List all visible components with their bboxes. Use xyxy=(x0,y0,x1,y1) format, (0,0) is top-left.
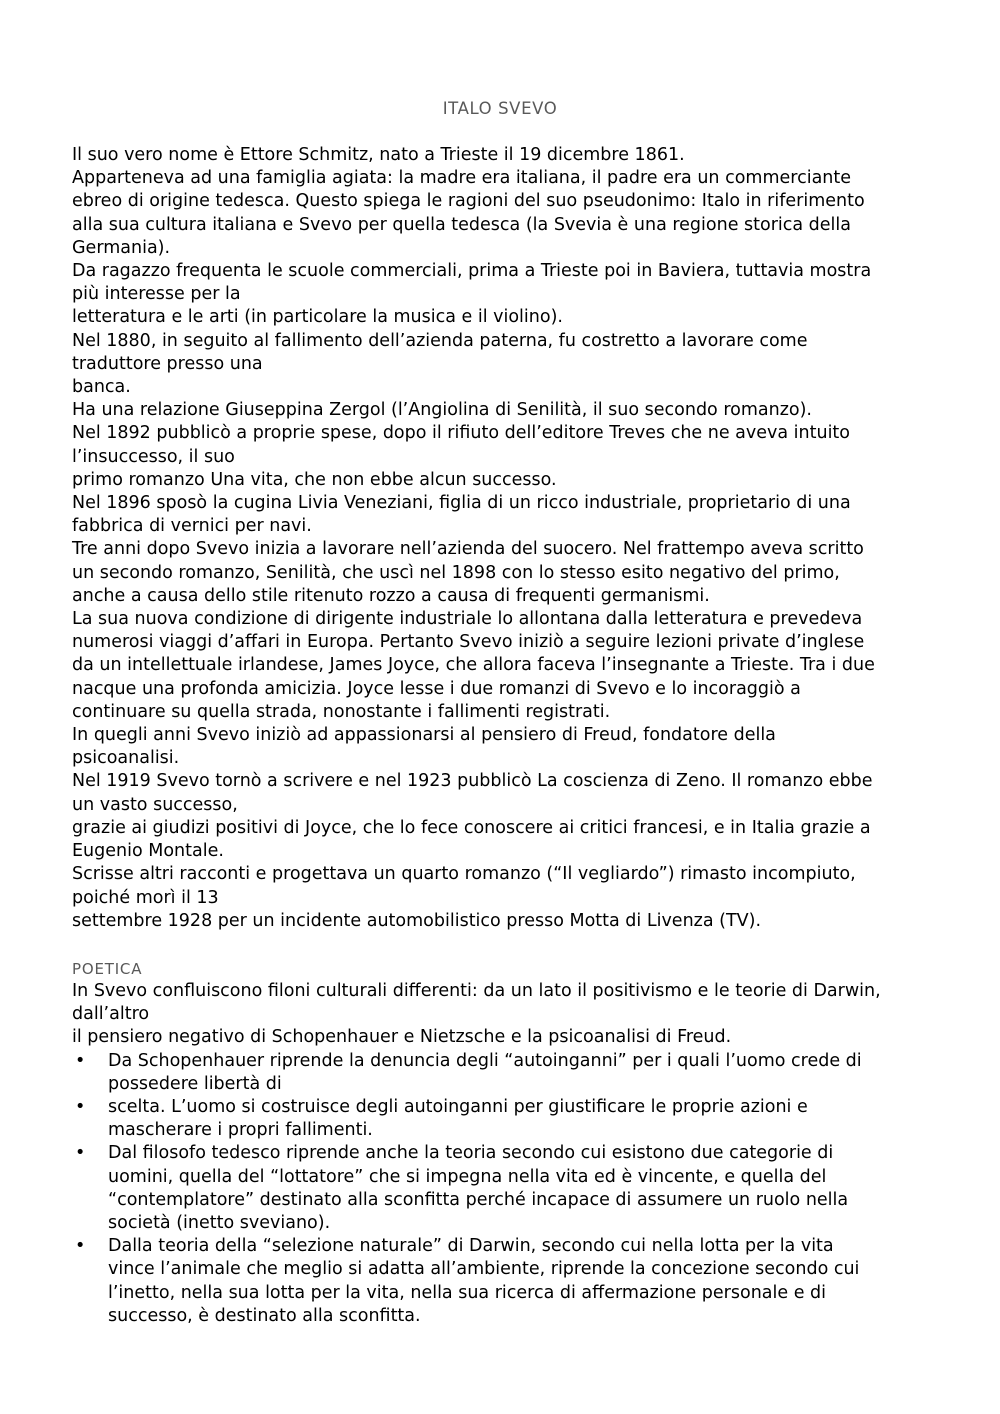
bullet-line: Dalla teoria della “selezione naturale” di Darwin, secondo cui nella lotta per la vita xyxy=(108,1236,834,1257)
list-item xyxy=(72,1142,952,1235)
bullet-line: “contemplatore” destinato alla sconfitta perché incapace di assumere un ruolo nella xyxy=(108,1189,849,1210)
biography-line: letteratura e le arti (in particolare la musica e il violino). xyxy=(72,307,563,328)
bullet-line: possedere libertà di xyxy=(108,1073,282,1094)
biography-line: l’insuccesso, il suo xyxy=(72,446,235,467)
biography-line: banca. xyxy=(72,377,131,398)
biography-line: primo romanzo Una vita, che non ebbe alcun successo. xyxy=(72,469,557,490)
biography-line: continuare su quella strada, nonostante i fallimenti registrati. xyxy=(72,701,611,722)
bullet-line: successo, è destinato alla sconfitta. xyxy=(108,1305,421,1326)
biography-line: un vasto successo, xyxy=(72,794,238,815)
biography-line: La sua nuova condizione di dirigente industriale lo allontana dalla letteratura e prevedeva xyxy=(72,609,863,630)
poetica-intro-line: dall’altro xyxy=(72,1004,150,1025)
bullet-line: scelta. L’uomo si costruisce degli autoinganni per giustificare le proprie azioni e xyxy=(108,1097,808,1118)
biography-line: psicoanalisi. xyxy=(72,748,180,769)
poetica-intro-line: il pensiero negativo di Schopenhauer e Nietzsche e la psicoanalisi di Freud. xyxy=(72,1027,732,1048)
biography-line: grazie ai giudizi positivi di Joyce, che lo fece conoscere ai critici francesi, e in Italia grazie a xyxy=(72,817,871,838)
biography-line: In quegli anni Svevo iniziò ad appassionarsi al pensiero di Freud, fondatore della xyxy=(72,725,776,746)
biography-line: traduttore presso una xyxy=(72,353,263,374)
biography-line: Scrisse altri racconti e progettava un quarto romanzo (“Il vegliardo”) rimasto incompiuto, xyxy=(72,864,856,885)
biography-line: Nel 1880, in seguito al fallimento dell’azienda paterna, fu costretto a lavorare come xyxy=(72,330,808,351)
biography-line: alla sua cultura italiana e Svevo per quella tedesca (la Svevia è una regione storica della xyxy=(72,214,851,235)
biography-line: Nel 1892 pubblicò a proprie spese, dopo il rifiuto dell’editore Treves che ne aveva intuito xyxy=(72,423,850,444)
biography-line: un secondo romanzo, Senilità, che uscì nel 1898 con lo stesso esito negativo del primo, xyxy=(72,562,840,583)
bullet-line: vince l’animale che meglio si adatta all’ambiente, riprende la concezione secondo cui xyxy=(108,1259,860,1280)
biography-line: numerosi viaggi d’affari in Europa. Pertanto Svevo iniziò a seguire lezioni private d’inglese xyxy=(72,632,865,653)
bullet-line: mascherare i propri fallimenti. xyxy=(108,1120,373,1141)
biography-line: poiché morì il 13 xyxy=(72,887,219,908)
bullet-line: società (inetto sveviano). xyxy=(108,1213,331,1234)
biography-line: nacque una profonda amicizia. Joyce lesse i due romanzi di Svevo e lo incoraggiò a xyxy=(72,678,801,699)
poetica-bullet-list xyxy=(72,1050,952,1328)
biography-line: più interesse per la xyxy=(72,284,241,305)
poetica-intro-line: In Svevo confluiscono filoni culturali differenti: da un lato il positivismo e le teorie di Darwin, xyxy=(72,981,881,1001)
bullet-icon: • xyxy=(75,1236,86,1257)
biography-line: da un intellettuale irlandese, James Joyce, che allora faceva l’insegnante a Trieste. Tra i due xyxy=(72,655,875,676)
poetica-section xyxy=(72,980,952,1328)
list-item xyxy=(72,1050,952,1096)
bullet-icon: • xyxy=(75,1143,86,1164)
biography-line: Ha una relazione Giuseppina Zergol (l’Angiolina di Senilità, il suo secondo romanzo). xyxy=(72,400,812,421)
bullet-line: Da Schopenhauer riprende la denuncia degli “autoinganni” per i quali l’uomo crede di xyxy=(108,1050,862,1071)
biography-line: Nel 1896 sposò la cugina Livia Veneziani, figlia di un ricco industriale, proprietario di una xyxy=(72,493,851,514)
bullet-icon: • xyxy=(75,1050,86,1071)
bullet-line: uomini, quella del “lottatore” che si impegna nella vita ed è vincente, e quella del xyxy=(108,1166,827,1187)
document-title: ITALO SVEVO xyxy=(442,99,558,118)
biography-line: Eugenio Montale. xyxy=(72,841,224,862)
biography-line: ebreo di origine tedesca. Questo spiega le ragioni del suo pseudonimo: Italo in riferimento xyxy=(72,191,865,212)
biography-line: Il suo vero nome è Ettore Schmitz, nato a Trieste il 19 dicembre 1861. xyxy=(72,145,685,165)
biography-line: Nel 1919 Svevo tornò a scrivere e nel 1923 pubblicò La coscienza di Zeno. Il romanzo ebbe xyxy=(72,771,873,792)
biography-section xyxy=(72,144,932,933)
biography-line: Da ragazzo frequenta le scuole commerciali, prima a Trieste poi in Baviera, tuttavia mostra xyxy=(72,261,872,282)
biography-line: anche a causa dello stile ritenuto rozzo a causa di frequenti germanismi. xyxy=(72,585,710,606)
biography-line: Germania). xyxy=(72,237,171,258)
biography-line: Apparteneva ad una famiglia agiata: la madre era italiana, il padre era un commerciante xyxy=(72,168,852,189)
bullet-line: l’inetto, nella sua lotta per la vita, nella sua ricerca di affermazione personale e di xyxy=(108,1282,826,1303)
bullet-line: Dal filosofo tedesco riprende anche la teoria secondo cui esistono due categorie di xyxy=(108,1143,834,1164)
biography-line: settembre 1928 per un incidente automobilistico presso Motta di Livenza (TV). xyxy=(72,910,762,931)
list-item xyxy=(72,1096,952,1142)
biography-line: Tre anni dopo Svevo inizia a lavorare nell’azienda del suocero. Nel frattempo aveva scritto xyxy=(72,539,864,560)
bullet-icon: • xyxy=(75,1097,86,1118)
list-item xyxy=(72,1235,952,1328)
poetica-heading: POETICA xyxy=(72,960,143,978)
biography-line: fabbrica di vernici per navi. xyxy=(72,516,312,537)
